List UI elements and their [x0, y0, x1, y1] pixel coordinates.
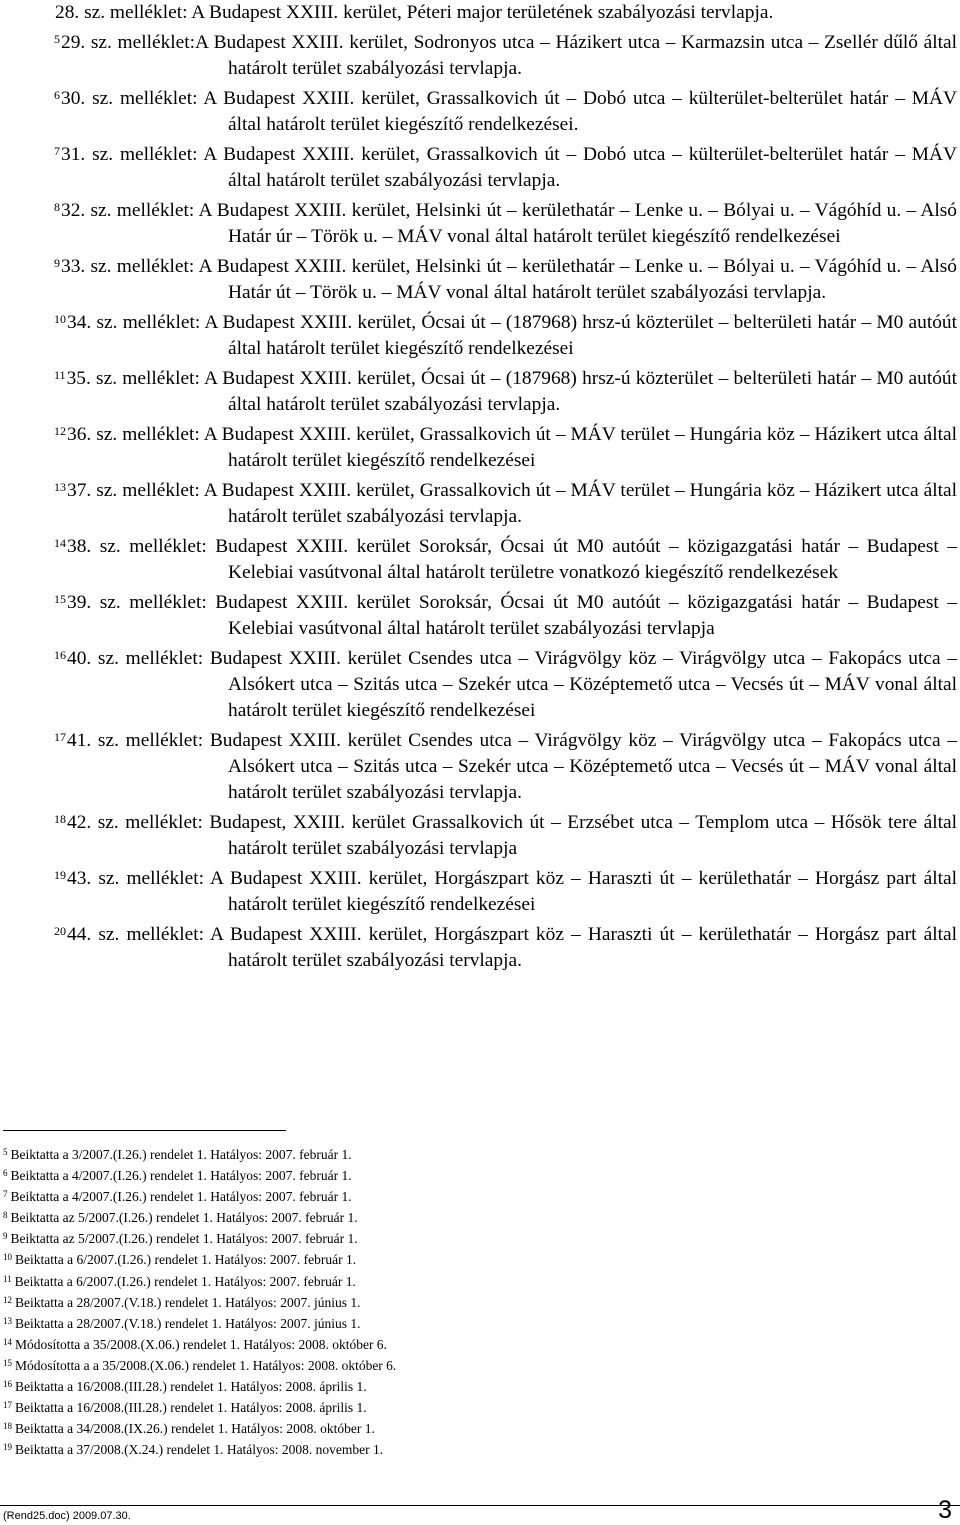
footnote-number: 7: [3, 1189, 8, 1200]
annex-entry-text: 38. sz. melléklet: Budapest XXIII. kerület Soroksár, Ócsai út M0 autóút – közigazgatási határ – Budapest – Kelebiai vasútvonal által határolt területre vonatkozó kiegészítő rendelkezések: [67, 536, 957, 583]
footnote: [3, 1292, 603, 1313]
footnotes: [3, 1144, 603, 1460]
footnote: [3, 1313, 603, 1334]
footnote: [3, 1439, 603, 1460]
annex-entry: [54, 198, 957, 250]
annex-entry: [54, 0, 957, 26]
footnote-number: 12: [3, 1294, 12, 1305]
footer-document-info: (Rend25.doc) 2009.07.30.: [3, 1510, 131, 1522]
footnote-text: Beiktatta a 16/2008.(III.28.) rendelet 1. Hatályos: 2008. április 1.: [15, 1379, 367, 1395]
footnote: [3, 1334, 603, 1355]
footnote-ref: 13: [54, 480, 66, 494]
footnote: [3, 1249, 603, 1270]
footnote: [3, 1271, 603, 1292]
footnote-number: 9: [3, 1231, 8, 1242]
footnote-text: Beiktatta a 4/2007.(I.26.) rendelet 1. Hatályos: 2007. február 1.: [10, 1189, 352, 1205]
footnote: [3, 1186, 603, 1207]
footnote: [3, 1207, 603, 1228]
annex-entry-text: 40. sz. melléklet: Budapest XXIII. kerület Csendes utca – Virágvölgy köz – Virágvölgy utca – Fakopács utca – Alsókert utca – Szitás utca – Szekér utca – Középtemető utca – Vecsés út – MÁV vonal által határolt terület kiegészítő rendelkezései: [67, 648, 957, 721]
footnote-text: Beiktatta a 28/2007.(V.18.) rendelet 1. Hatályos: 2007. június 1.: [15, 1315, 361, 1331]
footnote-ref: 6: [54, 88, 60, 102]
footnote-ref: 16: [54, 648, 66, 662]
annex-entry-text: 35. sz. melléklet: A Budapest XXIII. kerület, Ócsai út – (187968) hrsz-ú közterület – belterületi határ – M0 autóút által határolt terület szabályozási tervlapja.: [66, 368, 957, 415]
footnote: [3, 1397, 603, 1418]
annex-entry-text: 37. sz. melléklet: A Budapest XXIII. kerület, Grassalkovich út – MÁV terület – Hungária köz – Házikert utca által határolt terület szabályozási tervlapja.: [67, 480, 957, 527]
annex-entry-text: 34. sz. melléklet: A Budapest XXIII. kerület, Ócsai út – (187968) hrsz-ú közterület – belterületi határ – M0 autóút által határolt terület kiegészítő rendelkezései: [67, 312, 957, 359]
footnote-ref: 12: [54, 424, 66, 438]
footnote-text: Beiktatta az 5/2007.(I.26.) rendelet 1. Hatályos: 2007. február 1.: [10, 1210, 358, 1226]
annex-entry: [54, 366, 957, 418]
annex-entry: [54, 30, 957, 82]
annex-entry-text: 31. sz. melléklet: A Budapest XXIII. kerület, Grassalkovich út – Dobó utca – külterület-belterület határ – MÁV által határolt terület szabályozási tervlapja.: [61, 144, 957, 191]
footnote-ref: 15: [54, 592, 66, 606]
footnote: [3, 1228, 603, 1249]
footnote-ref: 19: [54, 868, 66, 882]
annex-entry: [54, 534, 957, 586]
footnote-text: Beiktatta a 34/2008.(IX.26.) rendelet 1. Hatályos: 2008. október 1.: [15, 1421, 375, 1437]
footnote-number: 18: [3, 1421, 12, 1432]
annex-entry: [54, 142, 957, 194]
annex-entry-text: 44. sz. melléklet: A Budapest XXIII. kerület, Horgászpart köz – Haraszti út – kerülethatár – Horgász part által határolt terület szabályozási tervlapja.: [67, 924, 957, 971]
footnote-text: Beiktatta a 16/2008.(III.28.) rendelet 1. Hatályos: 2008. április 1.: [15, 1400, 367, 1416]
annex-entry: [54, 646, 957, 724]
annex-entry-text: 43. sz. melléklet: A Budapest XXIII. kerület, Horgászpart köz – Haraszti út – kerülethatár – Horgász part által határolt terület kiegészítő rendelkezései: [67, 868, 957, 915]
footer-rule: [0, 1505, 960, 1506]
footnote-text: Beiktatta a 6/2007.(I.26.) rendelet 1. Hatályos: 2007. február 1.: [15, 1252, 357, 1268]
annex-entry: [54, 478, 957, 530]
footnote-ref: 10: [54, 312, 66, 326]
footnote-text: Beiktatta a 4/2007.(I.26.) rendelet 1. Hatályos: 2007. február 1.: [10, 1168, 352, 1184]
annex-entry: [54, 866, 957, 918]
footnote: [3, 1376, 603, 1397]
footnote-ref: 17: [54, 730, 66, 744]
footnote-ref: 8: [54, 200, 60, 214]
footnote-text: Módosította a a 35/2008.(X.06.) rendelet 1. Hatályos: 2008. október 6.: [15, 1357, 397, 1373]
footnote-ref: 20: [54, 924, 66, 938]
footnote-ref: 18: [54, 812, 66, 826]
annex-entry-text: 41. sz. melléklet: Budapest XXIII. kerület Csendes utca – Virágvölgy köz – Virágvölgy utca – Fakopács utca – Alsókert utca – Szitás utca – Szekér utca – Középtemető utca – Vecsés út – MÁV vonal által határolt terület szabályozási tervlapja.: [67, 730, 957, 803]
annex-entry: [54, 254, 957, 306]
footnote-number: 19: [3, 1442, 12, 1453]
annex-entry: [54, 86, 957, 138]
footnote-ref: 5: [54, 32, 60, 46]
footnote: [3, 1165, 603, 1186]
footnote-ref: 11: [54, 368, 66, 382]
annex-entry-text: 39. sz. melléklet: Budapest XXIII. kerület Soroksár, Ócsai út M0 autóút – közigazgatási határ – Budapest – Kelebiai vasútvonal által határolt terület szabályozási tervlapja: [67, 592, 957, 639]
footnote: [3, 1144, 603, 1165]
annex-entry: [54, 922, 957, 974]
footnote-text: Beiktatta az 5/2007.(I.26.) rendelet 1. Hatályos: 2007. február 1.: [10, 1231, 358, 1247]
footnote-number: 8: [3, 1210, 8, 1221]
footnote-text: Módosította a 35/2008.(X.06.) rendelet 1. Hatályos: 2008. október 6.: [15, 1336, 387, 1352]
footnote-text: Beiktatta a 6/2007.(I.26.) rendelet 1. Hatályos: 2007. február 1.: [14, 1273, 356, 1289]
footnote-number: 17: [3, 1400, 12, 1411]
footnote: [3, 1418, 603, 1439]
footnote-text: Beiktatta a 28/2007.(V.18.) rendelet 1. Hatályos: 2007. június 1.: [15, 1294, 361, 1310]
footnote-number: 6: [3, 1168, 8, 1179]
footnote-ref: 9: [54, 256, 60, 270]
page-number: 3: [938, 1496, 952, 1524]
annex-list: [54, 0, 957, 978]
annex-entry-text: 42. sz. melléklet: Budapest, XXIII. kerület Grassalkovich út – Erzsébet utca – Templom utca – Hősök tere által határolt terület szabályozási tervlapja: [67, 812, 957, 859]
annex-entry-text: 29. sz. melléklet:A Budapest XXIII. kerület, Sodronyos utca – Házikert utca – Karmazsin utca – Zsellér dűlő által határolt terület szabályozási tervlapja.: [61, 32, 957, 79]
footnote-ref: 14: [54, 536, 66, 550]
annex-entry-text: 36. sz. melléklet: A Budapest XXIII. kerület, Grassalkovich út – MÁV terület – Hungária köz – Házikert utca által határolt terület kiegészítő rendelkezései: [67, 424, 957, 471]
footnote-number: 15: [3, 1357, 12, 1368]
footnote-ref: 7: [54, 144, 60, 158]
footnote-number: 5: [3, 1147, 8, 1157]
annex-entry: [54, 728, 957, 806]
footnote-number: 16: [3, 1379, 12, 1390]
footnote-text: Beiktatta a 37/2008.(X.24.) rendelet 1. Hatályos: 2008. november 1.: [15, 1442, 384, 1458]
annex-entry: [54, 310, 957, 362]
footnote-divider: [3, 1130, 286, 1131]
footnote-number: 11: [3, 1273, 12, 1284]
footnote: [3, 1355, 603, 1376]
annex-entry-text: 28. sz. melléklet: A Budapest XXIII. kerület, Péteri major területének szabályozási tervlapja.: [55, 2, 774, 23]
footnote-number: 13: [3, 1315, 12, 1326]
footnote-number: 10: [3, 1252, 12, 1263]
annex-entry-text: 30. sz. melléklet: A Budapest XXIII. kerület, Grassalkovich út – Dobó utca – külterület-belterület határ – MÁV által határolt terület kiegészítő rendelkezései.: [61, 88, 957, 135]
annex-entry: [54, 422, 957, 474]
annex-entry-text: 32. sz. melléklet: A Budapest XXIII. kerület, Helsinki út – kerülethatár – Lenke u. – Bólyai u. – Vágóhíd u. – Alsó Határ úr – Török u. – MÁV vonal által határolt terület kiegészítő rendelkezései: [61, 200, 957, 247]
annex-entry: [54, 810, 957, 862]
footnote-number: 14: [3, 1336, 12, 1347]
annex-entry-text: 33. sz. melléklet: A Budapest XXIII. kerület, Helsinki út – kerülethatár – Lenke u. – Bólyai u. – Vágóhíd u. – Alsó Határ út – Török u. – MÁV vonal által határolt terület szabályozási tervlapja.: [61, 256, 957, 303]
footnote-text: Beiktatta a 3/2007.(I.26.) rendelet 1. Hatályos: 2007. február 1.: [10, 1147, 352, 1162]
annex-entry: [54, 590, 957, 642]
